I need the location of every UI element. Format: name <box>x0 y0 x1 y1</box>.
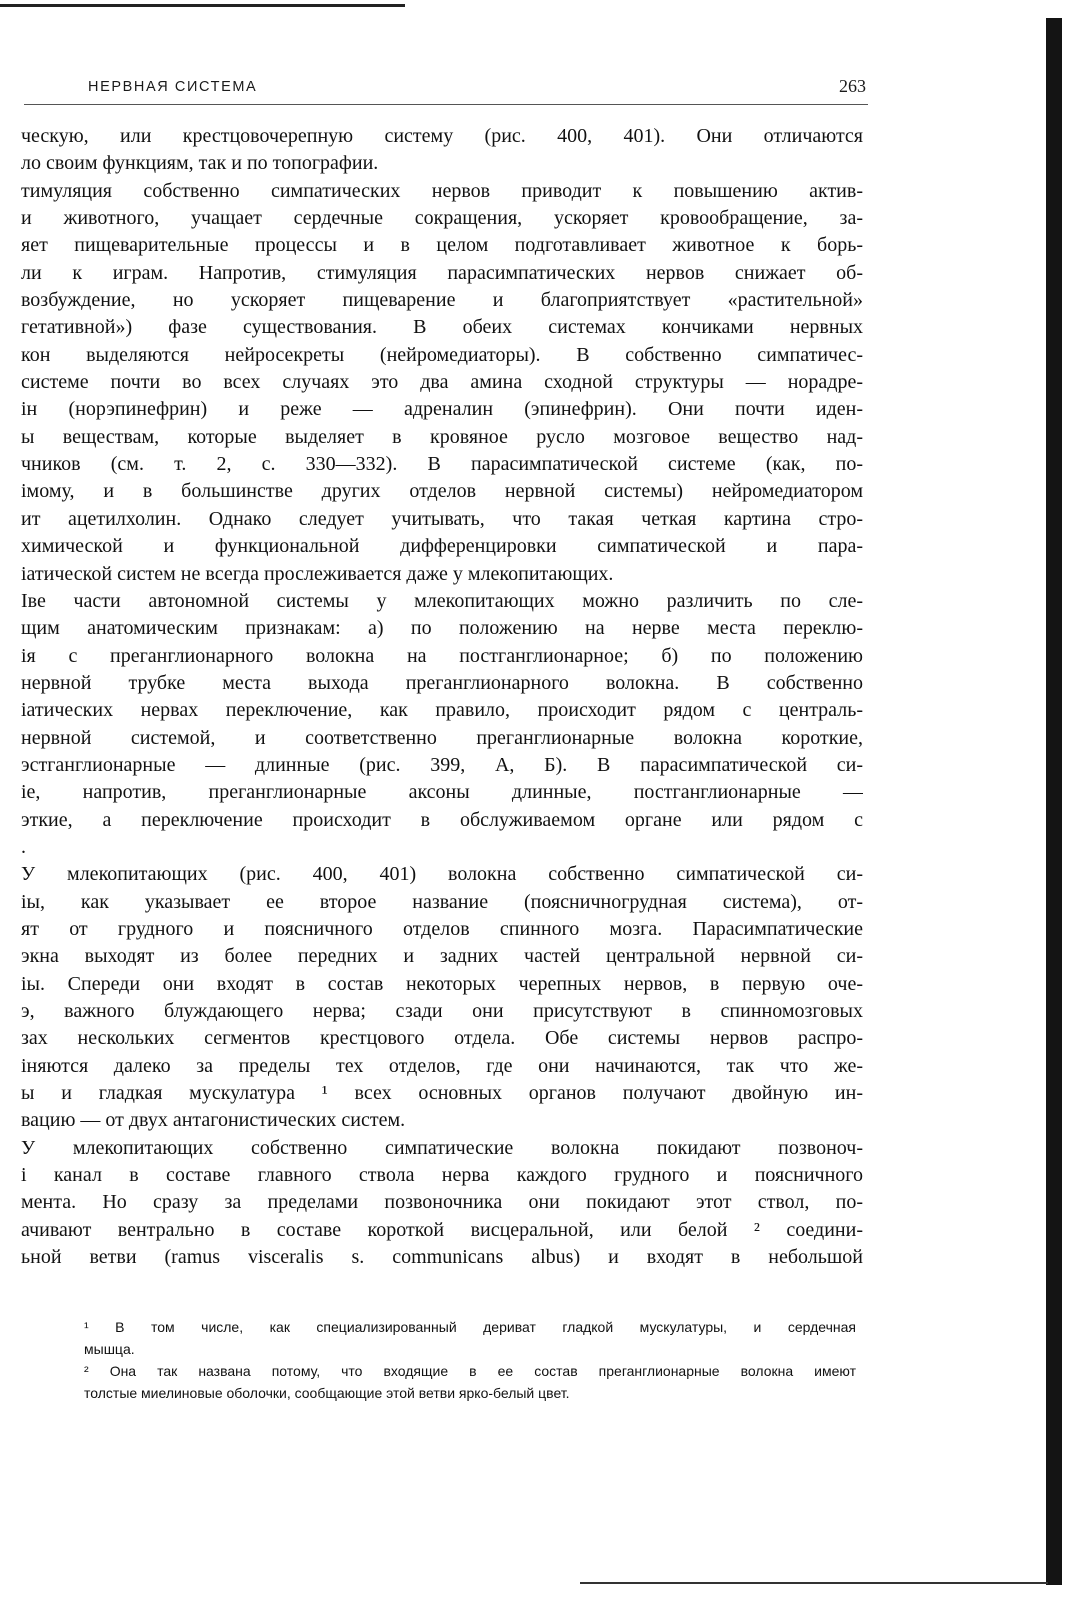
text-line: ческую, или крестцовочерепную систему (рис. 400, 401). Они отличаются <box>21 125 863 147</box>
text-line: У млекопитающих (рис. 400, 401) волокна собственно симпатической си- <box>21 863 863 886</box>
text-line: тимуляция собственно симпатических нервов приводит к повышению актив- <box>21 179 863 202</box>
text-line: эстганглионарные — длинные (рис. 399, А, Б). В парасимпатической си- <box>21 753 863 776</box>
footnote-line: ¹ В том числе, как специализированный дериват гладкой мускулатуры, и сердечная <box>84 1319 856 1335</box>
text-line: кон выделяются нейросекреты (нейромедиаторы). В собственно симпатичес- <box>21 343 863 366</box>
text-line: ачивают вентрально в составе короткой висцеральной, или белой ² соедини- <box>21 1218 863 1241</box>
footnote-line: мышца. <box>84 1341 135 1357</box>
text-line: системе почти во всех случаях это два амина сходной структуры — норадре- <box>21 371 863 394</box>
footnotes <box>84 1316 856 1404</box>
text-line: мента. Но сразу за пределами позвоночника они покидают этот ствол, по- <box>21 1191 863 1214</box>
text-line: іняются далеко за пределы тех отделов, где они начинаются, так что же- <box>21 1054 863 1077</box>
text-line: гетативной») фазе существования. В обеих системах кончиками нервных <box>21 316 863 339</box>
text-line: чников (см. т. 2, с. 330—332). В парасимпатической системе (как, по- <box>21 453 863 476</box>
text-line: ят от грудного и поясничного отделов спинного мозга. Парасимпатические <box>21 917 863 940</box>
bottom-edge-rule <box>580 1582 1048 1584</box>
footnote-line: ² Она так названа потому, что входящие в ее состав преганглионарные волокна имеют <box>84 1363 856 1379</box>
page-number: 263 <box>839 76 866 96</box>
text-line: щим анатомическим признакам: а) по положению на нерве места переклю- <box>21 617 863 640</box>
text-line: іы. Спереди они входят в состав некоторых черепных нервов, в первую оче- <box>21 972 863 995</box>
text-line: Іве части автономной системы у млекопитающих можно различить по сле- <box>21 589 863 612</box>
text-line: іатических нервах переключение, как правило, происходит рядом с централь- <box>21 699 863 722</box>
header-rule <box>24 104 868 105</box>
text-line: ы веществам, которые выделяет в кровяное русло мозговое вещество над- <box>21 425 863 448</box>
text-line: возбуждение, но ускоряет пищеварение и благоприятствует «растительной» <box>21 289 863 312</box>
text-line: іе, напротив, преганглионарные аксоны длинные, постганглионарные — <box>21 781 863 804</box>
text-line: нервной системой, и соответственно преганглионарные волокна короткие, <box>21 726 863 749</box>
right-edge-bar <box>1046 18 1062 1585</box>
text-line: яет пищеварительные процессы и в целом подготавливает животное к борь- <box>21 234 863 257</box>
text-line: . <box>21 835 26 858</box>
text-line: ит ацетилхолин. Однако следует учитывать, что такая четкая картина стро- <box>21 507 863 530</box>
text-line: іы, как указывает ее второе название (поясничногрудная система), от- <box>21 890 863 913</box>
text-line: імому, и в большинстве других отделов нервной системы) нейромедиатором <box>21 480 863 503</box>
text-line: и животного, учащает сердечные сокращения, ускоряет кровообращение, за- <box>21 207 863 230</box>
text-line: химической и функциональной дифференцировки симпатической и пара- <box>21 535 863 558</box>
top-edge-rule <box>0 4 405 7</box>
body-text <box>21 123 863 1271</box>
text-line: і канал в составе главного ствола нерва каждого грудного и поясничного <box>21 1164 863 1187</box>
text-line: экна выходят из более передних и задних частей центральной нервной си- <box>21 945 863 968</box>
running-title: НЕРВНАЯ СИСТЕМА <box>88 79 258 95</box>
text-line: зах нескольких сегментов крестцового отдела. Обе системы нервов распро- <box>21 1027 863 1050</box>
text-line: іатической систем не всегда прослеживается даже у млекопитающих. <box>21 562 614 585</box>
text-line: ін (норэпинефрин) и реже — адреналин (эпинефрин). Они почти иден- <box>21 398 863 421</box>
text-line: ьной ветви (ramus visceralis s. communicans albus) и входят в небольшой <box>21 1246 863 1269</box>
text-line: ло своим функциям, так и по топографии. <box>21 152 379 175</box>
text-line: ія с преганглионарного волокна на постганглионарное; б) по положению <box>21 644 863 667</box>
text-line: вацию — от двух антагонистических систем. <box>21 1109 406 1132</box>
text-line: У млекопитающих собственно симпатические волокна покидают позвоноч- <box>21 1136 863 1159</box>
text-line: э, важного блуждающего нерва; сзади они присутствуют в спинномозговых <box>21 1000 863 1022</box>
footnote-line: толстые миелиновые оболочки, сообщающие этой ветви ярко-белый цвет. <box>84 1385 570 1401</box>
text-line: нервной трубке места выхода преганглионарного волокна. В собственно <box>21 671 863 694</box>
text-line: эткие, а переключение происходит в обслуживаемом органе или рядом с <box>21 808 863 831</box>
text-line: ы и гладкая мускулатура ¹ всех основных органов получают двойную ин- <box>21 1082 863 1105</box>
page-header <box>24 76 866 102</box>
text-line: ли к играм. Напротив, стимуляция парасимпатических нервов снижает об- <box>21 261 863 284</box>
